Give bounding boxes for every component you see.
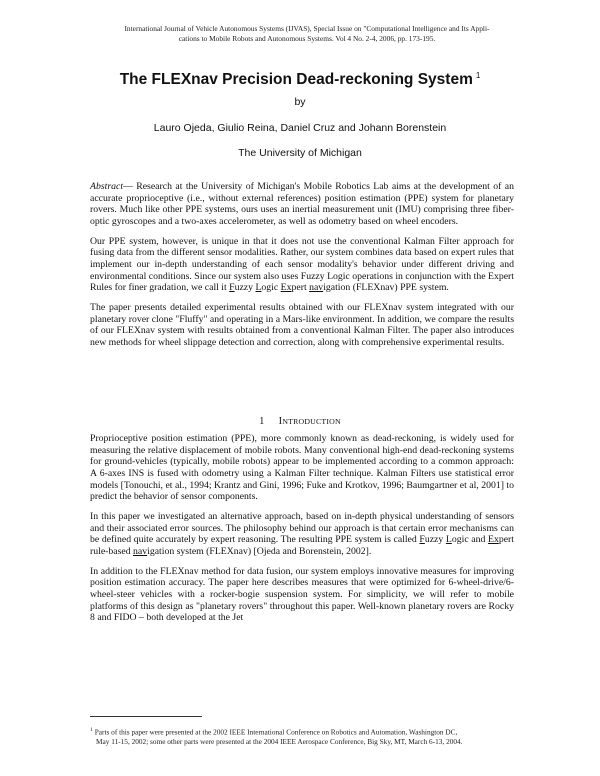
intro-fuzzy-rest: uzzy <box>424 534 446 546</box>
abstract-p2-text: Our PPE system, however, is unique in that it does not use the conventional Kalman Filter approach for fusing data from the different sensor modalities. Rather, our system combines data based on expert rules that implement our in-depth understanding of each sensor modality's behavior under different driving and environmental conditions. Since our system also uses Fuzzy Logic operations in conjunction with the Expert Rules for finer gradation, we call it <box>90 235 514 294</box>
title-footnote-mark: 1 <box>475 71 481 80</box>
section-heading-introduction <box>0 416 600 427</box>
intro-logic-rest: ogic and <box>451 534 488 546</box>
footnote-line-1 <box>90 725 520 737</box>
intro-logic-initial: L <box>445 534 452 546</box>
intro-p2-text: In this paper we investigated an alternative approach, based on in-depth physical understanding of sensors and their associated error sources. The philosophy behind our approach is that certain error mechanisms can be defined quite accurately by expert reasoning. The resulting PPE system is called <box>90 510 514 546</box>
footnote-mark: 1 <box>90 727 93 733</box>
intro-expert-initial: Ex <box>487 534 499 546</box>
authors: Lauro Ojeda, Giulio Reina, Daniel Cruz and Johann Borenstein <box>153 122 447 134</box>
by-line: by <box>294 96 306 108</box>
footnote-line-2: May 11-15, 2002; some other parts were presented at the 2004 IEEE Aerospace Conference, Big Sky, MT, March 6-13, 2004. <box>96 737 463 747</box>
introduction-body <box>90 433 514 624</box>
fuzzy-rest: uzzy <box>234 282 256 294</box>
abstract <box>90 181 514 349</box>
logic-initial: L <box>255 282 262 294</box>
section-title-rest: NTRODUCTION <box>282 417 341 426</box>
intro-paragraph-3: In addition to the FLEXnav method for data fusion, our system employs innovative measures for improving position estimation accuracy. The paper here describes measures that were optimized for 6-wheel-drive/6-wheel-steer vehicles with a rocker-bogie suspension system. For simplicity, we will refer to mobile platforms of this design as "planetary rovers" throughout this paper. Well-known planetary rovers are Rocky 8 and FIDO – both developed at the Jet <box>90 565 514 624</box>
abstract-paragraph-2 <box>90 236 514 294</box>
footnote-line-1-text: Parts of this paper were presented at the 2002 IEEE International Conference on Robotics and Automation, Washington DC, <box>94 727 458 737</box>
logic-rest: ogic <box>261 282 281 294</box>
section-number: 1 <box>259 416 265 427</box>
footnote-divider <box>90 716 202 717</box>
section-title-initial: I <box>278 416 283 427</box>
journal-line-2: cations to Mobile Robots and Autonomous Systems. Vol 4 No. 2-4, 2006, pp. 173-195. <box>178 34 436 43</box>
intro-paragraph-1: Proprioceptive position estimation (PPE), more commonly known as dead-reckoning, is widely used for measuring the relative displacement of mobile robots. Many conventional high-end dead-reckoning systems for ground-vehicles (typically, mobile robots) appear to be implemented according to a common approach: A 6-axes INS is fused with odometry using a Kalman Filter technique. Kalman Filters use statistical error models [Tonouchi, et al., 1994; Krantz and Gini, 1996; Fuke and Krotkov, 1996; Baumgartner et al, 2001] to predict the behavior of sensor components. <box>90 433 514 503</box>
abstract-p1-text: — Research at the University of Michigan's Mobile Robotics Lab aims at the development of an accurate proprioceptive (i.e., without external references) position estimation (PPE) system for planetary rovers. Much like other PPE systems, ours uses an inertial measurement unit (IMU) comprising three fiber-optic gyroscopes and a two-axes accelerometer, as well as odometry based on wheel encoders. <box>90 181 514 227</box>
intro-fuzzy-initial: F <box>419 534 425 546</box>
intro-nav-rest: igation system (FLEXnav) [Ojeda and Borenstein, 2002]. <box>147 545 372 557</box>
expert-initial: Ex <box>280 282 292 294</box>
paper-title-text: The FLEXnav Precision Dead-reckoning System <box>119 71 473 89</box>
intro-expert-rest: pert rule-based <box>90 534 514 557</box>
expert-rest: pert <box>291 282 310 294</box>
journal-header <box>92 24 522 44</box>
intro-nav-initial: nav <box>133 545 148 557</box>
intro-paragraph-2 <box>90 511 514 558</box>
journal-line-1: International Journal of Vehicle Autonomous Systems (IJVAS), Special Issue on "Computational Intelligence and Its Appli- <box>124 24 490 33</box>
abstract-paragraph-3: The paper presents detailed experimental results obtained with our FLEXnav system integrated with our planetary rover clone "Fluffy" and operating in a Mars-like environment. In addition, we compare the results of our FLEXnav system with results obtained from a conventional Kalman Filter. The paper also introduces new methods for wheel slippage detection and correction, along with comprehensive experimental results. <box>90 301 514 348</box>
affiliation: The University of Michigan <box>238 147 362 159</box>
abstract-label: Abstract <box>90 181 124 192</box>
abstract-paragraph-1 <box>90 181 514 228</box>
paper-title <box>60 66 540 90</box>
nav-rest: igation (FLEXnav) PPE system. <box>323 282 449 294</box>
footnote <box>90 725 520 747</box>
fuzzy-initial: F <box>229 282 235 294</box>
nav-initial: nav <box>309 282 324 294</box>
